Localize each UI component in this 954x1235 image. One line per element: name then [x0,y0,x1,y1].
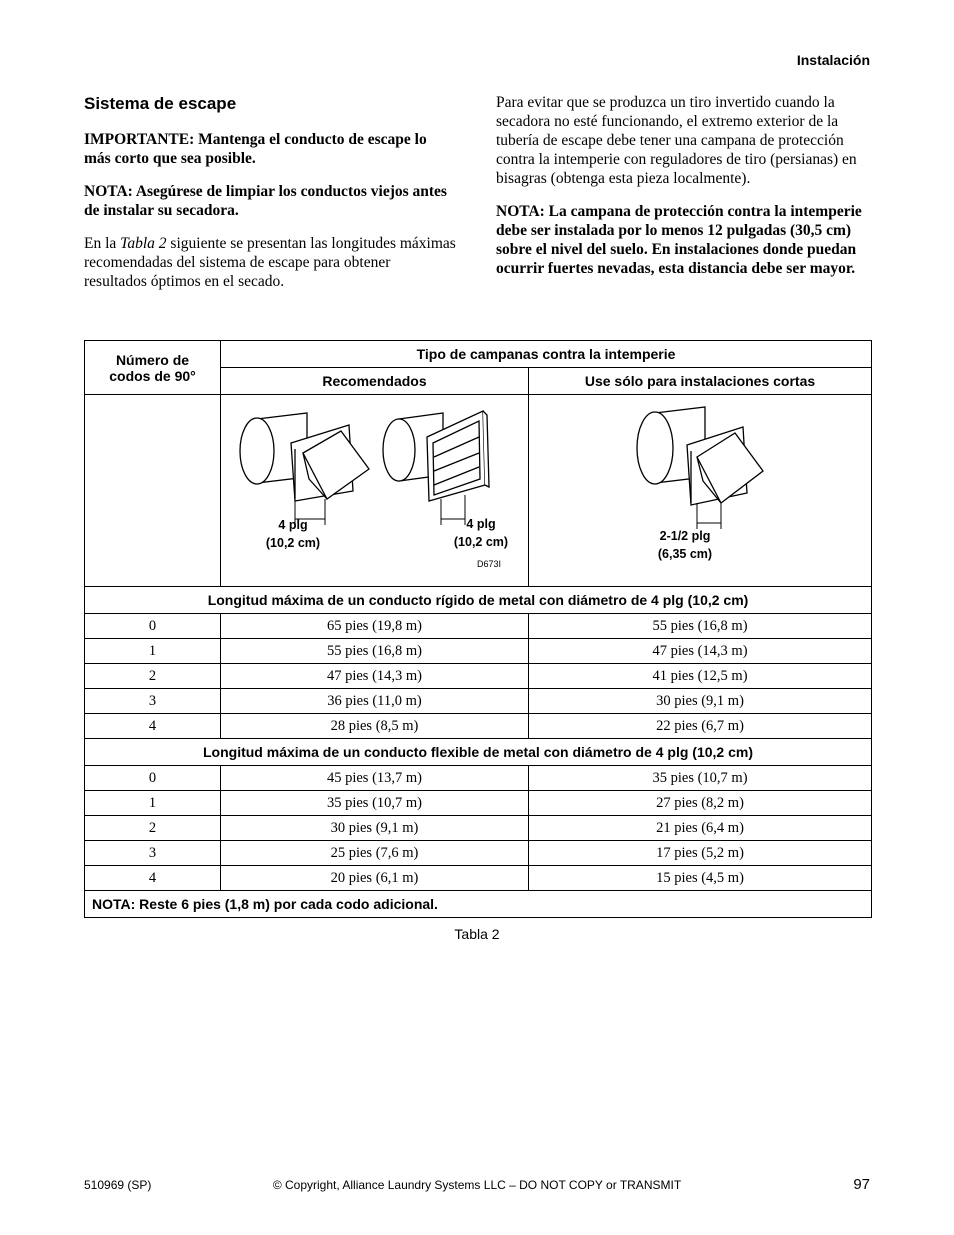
hood-icon-louvered [383,411,489,501]
table-reference: Tabla 2 [120,235,167,252]
flex-duct-section-title: Longitud máxima de un conducto flexible de metal con diámetro de 4 plg (10,2 cm) [85,739,872,766]
section-title: Sistema de escape [84,94,237,113]
table-row [85,689,872,714]
table-row [85,664,872,689]
short-length-cell: 27 pies (8,2 m) [529,791,872,816]
short-dimension-marks [697,503,721,529]
table-row [85,791,872,816]
elbows-count-cell: 4 [85,714,221,739]
elbows-count-cell: 3 [85,841,221,866]
short-length-cell: 41 pies (12,5 m) [529,664,872,689]
recommended-length-cell: 55 pies (16,8 m) [221,639,529,664]
hood1-dimension-line1: 4 plg [278,518,308,532]
table-row [85,866,872,891]
flex-duct-rows [85,766,872,891]
elbows-count-cell: 1 [85,791,221,816]
exhaust-length-table [84,340,872,918]
right-column [496,93,872,292]
elbows-count-cell: 2 [85,816,221,841]
important-notice: IMPORTANTE: Mantenga el conducto de escape lo más corto que sea posible. [84,131,427,167]
hood-height-note: NOTA: La campana de protección contra la intemperie debe ser instalada por lo menos 12 pulgadas (30,5 cm) sobre el nivel del suelo. En instalaciones donde puedan ocurrir fuertes nevadas, esta distancia debe ser mayor. [496,203,862,277]
figure-id: D673I [476,559,502,569]
backdraft-paragraph: Para evitar que se produzca un tiro invertido cuando la secadora no esté funcionando, el extremo exterior de la tubería de escape debe tener una campana de protección contra la intemperie con reguladores de tiro (persianas) en bisagras (obtenga esta pieza localmente). [496,94,857,187]
hood-icon-cap [240,413,369,501]
hood2-dimension-line1: 4 plg [466,517,496,531]
short-length-cell: 55 pies (16,8 m) [529,614,872,639]
short-length-cell: 35 pies (10,7 m) [529,766,872,791]
recommended-length-cell: 28 pies (8,5 m) [221,714,529,739]
short-length-cell: 30 pies (9,1 m) [529,689,872,714]
short-length-cell: 15 pies (4,5 m) [529,866,872,891]
elbows-count-cell: 0 [85,614,221,639]
section-header: Instalación [796,52,870,68]
recommended-length-cell: 35 pies (10,7 m) [221,791,529,816]
intro-text-post: siguiente se presentan las longitudes máximas recomendadas del sistema de escape para obtener resultados óptimos en el secado. [84,235,456,290]
recommended-length-cell: 65 pies (19,8 m) [221,614,529,639]
recommended-length-cell: 30 pies (9,1 m) [221,816,529,841]
elbows-count-cell: 1 [85,639,221,664]
recommended-header: Recomendados [221,368,529,395]
table-caption: Tabla 2 [454,926,500,942]
rigid-duct-section-title: Longitud máxima de un conducto rígido de metal con diámetro de 4 plg (10,2 cm) [85,587,872,614]
elbows-count-cell: 3 [85,689,221,714]
hood-type-header: Tipo de campanas contra la intemperie [221,341,872,368]
short-hood-illustration [529,395,872,587]
left-column [84,93,456,305]
short-length-cell: 17 pies (5,2 m) [529,841,872,866]
intro-text-pre: En la [84,235,121,252]
cleaning-note: NOTA: Asegúrese de limpiar los conductos viejos antes de instalar su secadora. [84,183,447,219]
hood-icon-cap-short [637,407,763,505]
recommended-length-cell: 45 pies (13,7 m) [221,766,529,791]
table-row [85,614,872,639]
dimension-marks [295,495,465,525]
elbows-count-cell: 4 [85,866,221,891]
elbows-count-cell: 0 [85,766,221,791]
footer-copyright: © Copyright, Alliance Laundry Systems LLC – DO NOT COPY or TRANSMIT [272,1178,682,1192]
elbows-count-cell: 2 [85,664,221,689]
table-row [85,766,872,791]
recommended-length-cell: 20 pies (6,1 m) [221,866,529,891]
recommended-length-cell: 47 pies (14,3 m) [221,664,529,689]
elbows-column-header: Número de codos de 90° [85,341,221,395]
short-install-header: Use sólo para instalaciones cortas [529,368,872,395]
short-length-cell: 21 pies (6,4 m) [529,816,872,841]
hood1-dimension-line2: (10,2 cm) [265,536,321,550]
hood3-dimension-line1: 2-1/2 plg [659,529,711,543]
short-hood-drawing [529,395,872,581]
short-length-cell: 47 pies (14,3 m) [529,639,872,664]
illustration-empty-cell [85,395,221,587]
table-row [85,639,872,664]
rigid-duct-rows [85,614,872,739]
intro-paragraph [84,234,456,291]
hood2-dimension-line2: (10,2 cm) [453,535,509,549]
recommended-length-cell: 36 pies (11,0 m) [221,689,529,714]
hood3-dimension-line2: (6,35 cm) [657,547,713,561]
short-length-cell: 22 pies (6,7 m) [529,714,872,739]
footer-page-number: 97 [853,1176,870,1193]
table-row [85,816,872,841]
recommended-hoods-drawing [221,395,529,581]
table-row [85,841,872,866]
additional-elbow-note: NOTA: Reste 6 pies (1,8 m) por cada codo adicional. [85,891,872,918]
footer-doc-number: 510969 (SP) [84,1178,152,1192]
recommended-hoods-illustration [221,395,529,587]
recommended-length-cell: 25 pies (7,6 m) [221,841,529,866]
table-row [85,714,872,739]
